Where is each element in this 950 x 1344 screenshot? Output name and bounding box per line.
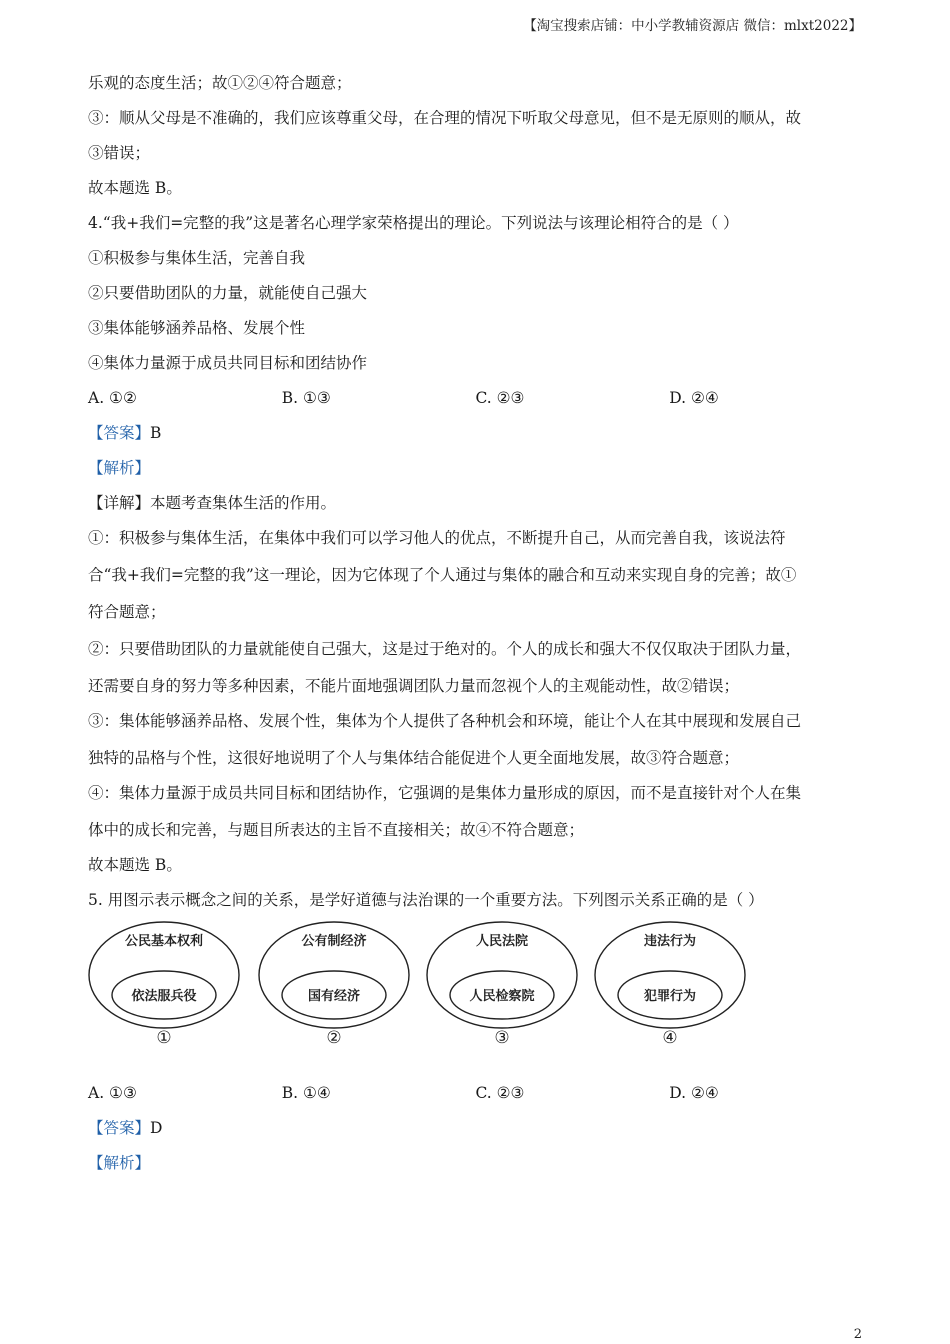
q4-explain-3a: ③：集体能够涵养品格、发展个性，集体为个人提供了各种机会和环境，能让个人在其中展现和发展自己 (88, 712, 802, 730)
q4-conclusion: 故本题选 B。 (88, 856, 182, 874)
q4-answer-line (88, 422, 863, 444)
diagram-2 (259, 922, 409, 1048)
q4-explain-1a: ①：积极参与集体生活，在集体中我们可以学习他人的优点，不断提升自己，从而完善自我，该说法符 (88, 529, 786, 547)
q4-statement-3: ③集体能够涵养品格、发展个性 (88, 319, 306, 337)
page-header: 【淘宝搜索店铺：中小学教辅资源店 微信：mlxt2022】 (523, 18, 862, 34)
diagram-4-outer-label: 违法行为 (643, 934, 697, 949)
q4-option-d: D. ②④ (669, 389, 719, 407)
q4-detail-intro: 本题考查集体生活的作用。 (150, 494, 337, 512)
q4-option-b: B. ①③ (281, 389, 331, 407)
prev-line-3: ③错误； (88, 144, 151, 162)
diagram-1-outer-label: 公民基本权利 (124, 934, 204, 949)
diagram-3-inner-label: 人民检察院 (469, 989, 535, 1004)
q4-stem: 4.“我+我们=完整的我”这是著名心理学家荣格提出的理论。下列说法与该理论相符合的是（ ） (88, 214, 739, 232)
page-number: 2 (853, 1327, 862, 1342)
q5-answer: D (150, 1119, 163, 1137)
q4-analysis-tag: 【解析】 (88, 459, 151, 477)
q4-explain-4a: ④：集体力量源于成员共同目标和团结协作，它强调的是集体力量形成的原因，而不是直接针对个人在集 (88, 784, 802, 802)
q4-explain-2a: ②：只要借助团队的力量就能使自己强大，这是过于绝对的。个人的成长和强大不仅仅取决于团队力量， (88, 640, 802, 658)
prev-line-1: 乐观的态度生活；故①②④符合题意； (88, 74, 352, 92)
q4-statement-1: ①积极参与集体生活，完善自我 (88, 249, 306, 267)
q4-explain-1c: 符合题意； (88, 603, 166, 621)
q5-answer-tag: 【答案】 (88, 1119, 151, 1137)
q5-diagram-row (88, 919, 863, 1069)
q5-option-b: B. ①④ (281, 1084, 331, 1102)
diagram-2-number: ② (326, 1028, 342, 1048)
q5-diagrams-svg (84, 919, 764, 1069)
q4-explain-3b: 独特的品格与个性，这很好地说明了个人与集体结合能促进个人更全面地发展，故③符合题意； (88, 749, 740, 767)
q4-statement-2: ②只要借助团队的力量，就能使自己强大 (88, 284, 368, 302)
diagram-1 (89, 922, 239, 1048)
q5-option-a: A. ①③ (88, 1084, 137, 1102)
page-content (88, 72, 863, 1174)
diagram-4-number: ④ (662, 1028, 678, 1048)
q4-explain-4b: 体中的成长和完善，与题目所表达的主旨不直接相关；故④不符合题意； (88, 821, 585, 839)
diagram-2-inner-label: 国有经济 (307, 989, 361, 1004)
diagram-3-number: ③ (494, 1028, 510, 1048)
q5-option-c: C. ②③ (475, 1084, 525, 1102)
q4-statement-4: ④集体力量源于成员共同目标和团结协作 (88, 354, 368, 372)
q4-explain-2b: 还需要自身的努力等多种因素，不能片面地强调团队力量而忽视个人的主观能动性，故②错误； (88, 677, 740, 695)
diagram-1-number: ① (156, 1028, 172, 1048)
q4-options (88, 387, 863, 409)
q5-stem: 5. 用图示表示概念之间的关系，是学好道德与法治课的一个重要方法。下列图示关系正确的是（ ） (88, 891, 764, 909)
prev-line-4: 故本题选 B。 (88, 179, 182, 197)
q5-options (88, 1082, 863, 1104)
q5-option-d: D. ②④ (669, 1084, 719, 1102)
q4-answer: B (150, 424, 162, 442)
q4-explain-1b: 合“我+我们=完整的我”这一理论，因为它体现了个人通过与集体的融合和互动来实现自身的完善；故① (88, 566, 797, 584)
q5-answer-line (88, 1117, 863, 1139)
q4-option-a: A. ①② (88, 389, 137, 407)
q4-detail-tag: 【详解】 (88, 494, 151, 512)
diagram-1-inner-label: 依法服兵役 (131, 989, 197, 1004)
diagram-2-outer-label: 公有制经济 (301, 934, 367, 949)
diagram-4 (595, 922, 745, 1048)
q5-analysis-tag: 【解析】 (88, 1154, 151, 1172)
diagram-4-inner-label: 犯罪行为 (643, 989, 697, 1004)
diagram-3 (427, 922, 577, 1048)
q4-detail-line (88, 492, 863, 514)
diagram-3-outer-label: 人民法院 (475, 934, 529, 949)
q4-option-c: C. ②③ (475, 389, 525, 407)
prev-line-2: ③：顺从父母是不准确的，我们应该尊重父母，在合理的情况下听取父母意见，但不是无原则的顺从，故 (88, 109, 802, 127)
q4-answer-tag: 【答案】 (88, 424, 151, 442)
